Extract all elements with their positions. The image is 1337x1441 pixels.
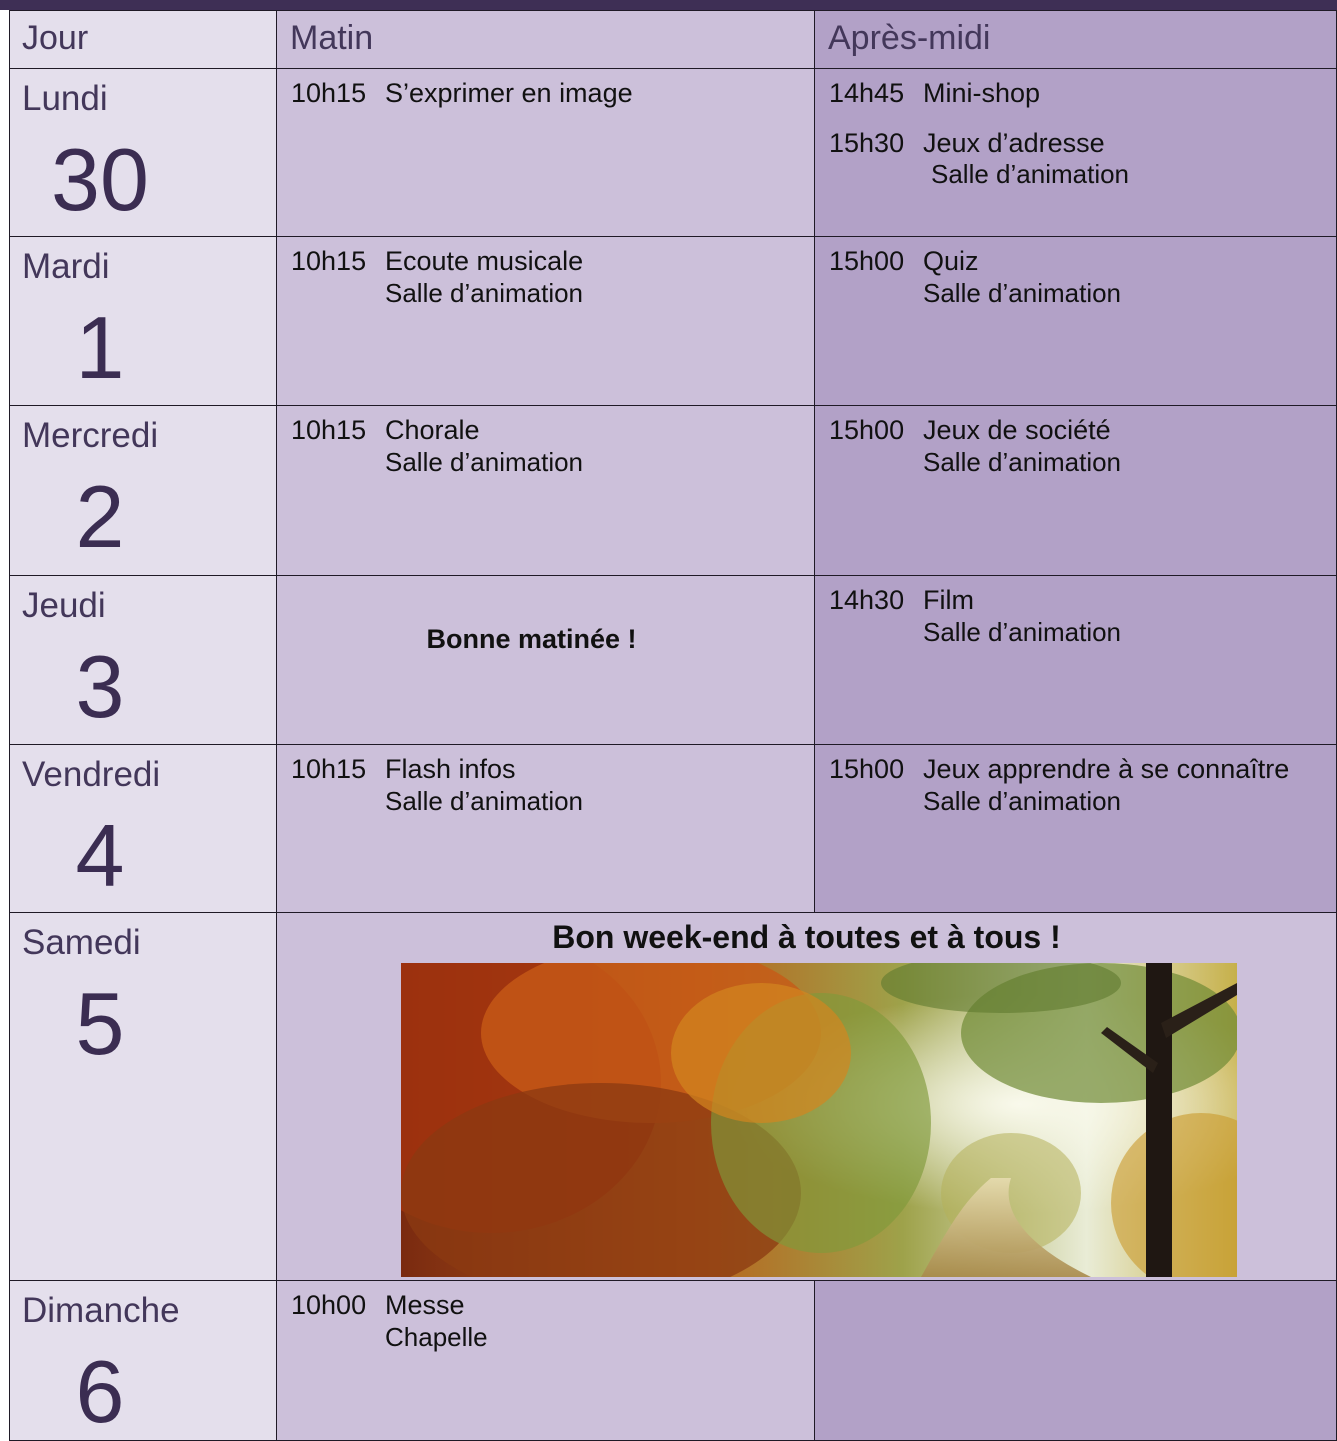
event-title: Jeux de société — [923, 415, 1111, 445]
day-row-vendredi — [10, 745, 1337, 913]
morning-cell — [277, 69, 815, 237]
day-number: 3 — [75, 637, 125, 736]
event — [829, 246, 1336, 308]
event-time: 10h15 — [291, 246, 367, 276]
top-bar — [0, 0, 1337, 10]
day-cell — [10, 576, 277, 745]
autumn-forest-image — [401, 963, 1237, 1277]
event-title: Quiz — [923, 246, 979, 276]
event-title: Jeux apprendre à se connaître — [923, 754, 1290, 784]
day-name: Jeudi — [22, 586, 106, 625]
day-number: 4 — [75, 806, 125, 905]
header-apres-midi-label: Après-midi — [828, 19, 991, 57]
day-row-mercredi — [10, 406, 1337, 576]
day-cell — [10, 237, 277, 406]
day-cell — [10, 913, 277, 1281]
event-time: 14h45 — [829, 78, 905, 108]
day-number: 6 — [75, 1342, 125, 1441]
morning-cell — [277, 576, 815, 745]
event-time: 15h00 — [829, 754, 905, 784]
afternoon-cell — [815, 576, 1337, 745]
event — [291, 415, 814, 477]
event-time: 10h15 — [291, 754, 367, 784]
event-room: Salle d’animation — [385, 446, 584, 477]
morning-cell — [277, 1281, 815, 1441]
day-name: Lundi — [22, 79, 108, 118]
event-time: 15h00 — [829, 415, 905, 445]
event-time: 15h30 — [829, 127, 905, 158]
day-name: Dimanche — [22, 1291, 180, 1330]
event — [829, 415, 1336, 477]
day-name: Mercredi — [22, 416, 159, 455]
event-time: 15h00 — [829, 246, 905, 276]
weekend-message: Bon week-end à toutes et à tous ! — [552, 919, 1061, 955]
event-title: Flash infos — [385, 754, 516, 784]
event-room: Chapelle — [385, 1321, 488, 1352]
day-name: Samedi — [22, 923, 141, 962]
event-room: Salle d’animation — [923, 277, 1122, 308]
afternoon-cell — [815, 1281, 1337, 1441]
header-jour — [10, 11, 277, 69]
afternoon-cell — [815, 69, 1337, 237]
day-row-samedi — [10, 913, 1337, 1281]
day-number: 2 — [75, 467, 125, 566]
event-title: Ecoute musicale — [385, 246, 584, 276]
afternoon-cell — [815, 406, 1337, 576]
event-room: Salle d’animation — [385, 785, 584, 816]
morning-note: Bonne matinée ! — [426, 624, 637, 654]
day-cell — [10, 69, 277, 237]
day-cell — [10, 745, 277, 913]
weekend-cell — [277, 913, 1337, 1281]
day-number: 1 — [75, 298, 125, 397]
event-time: 10h00 — [291, 1290, 367, 1320]
event — [291, 78, 814, 110]
header-row — [10, 11, 1337, 69]
event-title: Chorale — [385, 415, 480, 445]
day-number: 30 — [51, 130, 149, 229]
header-matin-label: Matin — [290, 19, 374, 57]
event — [291, 754, 814, 816]
event-time: 14h30 — [829, 585, 905, 615]
event-title: Mini-shop — [923, 78, 1041, 108]
morning-cell — [277, 237, 815, 406]
event — [829, 78, 1336, 110]
header-jour-label: Jour — [22, 19, 89, 57]
event-room: Salle d’animation — [923, 446, 1122, 477]
event-room: Salle d’animation — [923, 616, 1122, 647]
event — [829, 128, 1336, 190]
day-row-mardi — [10, 237, 1337, 406]
event-title: Film — [923, 585, 974, 615]
event — [291, 246, 814, 308]
afternoon-cell — [815, 237, 1337, 406]
day-number: 5 — [75, 974, 125, 1073]
event-room: Salle d’animation — [931, 159, 1130, 190]
header-matin — [277, 11, 815, 69]
day-cell — [10, 406, 277, 576]
event — [829, 754, 1336, 816]
schedule-table — [9, 10, 1337, 1441]
day-row-jeudi — [10, 576, 1337, 745]
morning-cell — [277, 406, 815, 576]
day-name: Vendredi — [22, 755, 161, 794]
event-room: Salle d’animation — [385, 277, 584, 308]
event-time: 10h15 — [291, 415, 367, 445]
event-title: Jeux d’adresse — [923, 127, 1105, 158]
event-time: 10h15 — [291, 78, 367, 108]
header-apres-midi — [815, 11, 1337, 69]
event-title: S’exprimer en image — [385, 78, 633, 108]
day-row-dimanche — [10, 1281, 1337, 1441]
event — [291, 1290, 814, 1352]
morning-cell — [277, 745, 815, 913]
event — [829, 585, 1336, 647]
afternoon-cell — [815, 745, 1337, 913]
day-cell — [10, 1281, 277, 1441]
event-title: Messe — [385, 1290, 465, 1320]
day-row-lundi — [10, 69, 1337, 237]
day-name: Mardi — [22, 247, 110, 286]
event-room: Salle d’animation — [923, 785, 1122, 816]
